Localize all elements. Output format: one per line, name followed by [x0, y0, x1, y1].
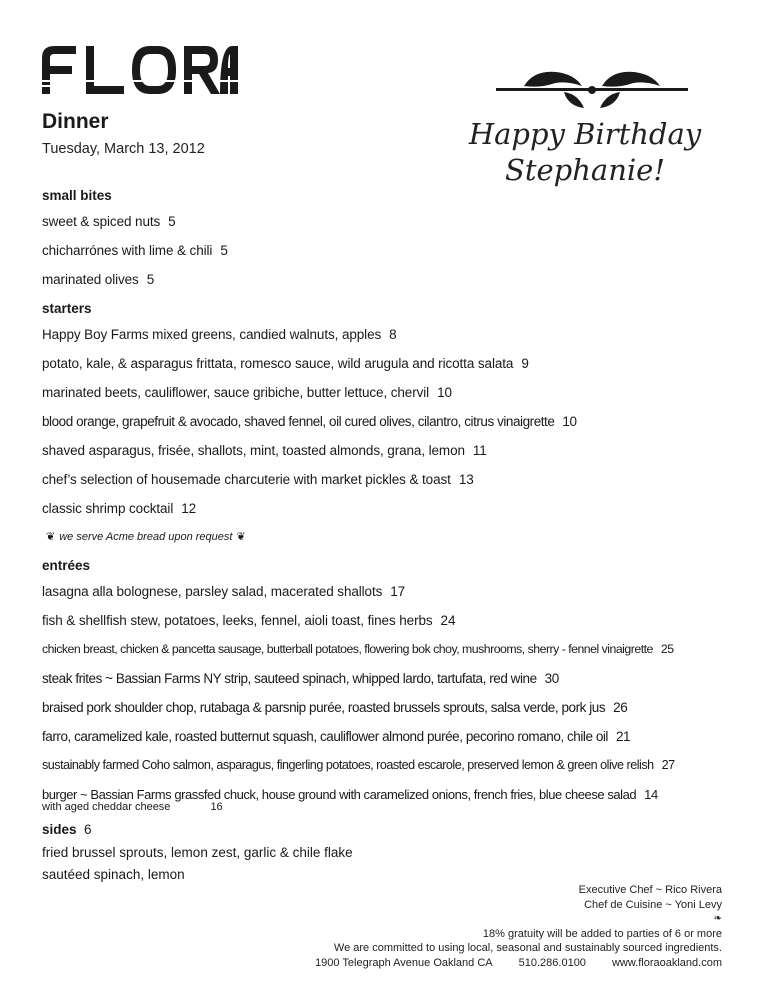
leaf-icon: ❦ — [46, 531, 56, 543]
leaf-divider-icon: ❧ — [713, 913, 722, 924]
sourcing-note: We are committed to using local, seasonal and sustainably sourced ingredients. — [333, 942, 722, 954]
menu-item: chicharrónes with lime & chili 5 — [42, 243, 228, 258]
menu-item: Happy Boy Farms mixed greens, candied walnuts, apples 8 — [42, 327, 397, 342]
contact-line — [315, 956, 722, 971]
menu-footer — [315, 883, 722, 970]
entrees-heading: entrées — [42, 558, 91, 573]
address: 1900 Telegraph Avenue Oakland CA — [315, 956, 493, 969]
chef-de-cuisine: Chef de Cuisine ~ Yoni Levy — [584, 898, 722, 911]
bread-note: ❦ we serve Acme bread upon request ❦ — [46, 531, 246, 543]
menu-item: burger ~ Bassian Farms grassfed chuck, house ground with caramelized onions, french fries, blue cheese salad 14 — [42, 787, 658, 802]
menu-item: steak frites ~ Bassian Farms NY strip, sauteed spinach, whipped lardo, tartufata, red wine 30 — [42, 671, 559, 686]
menu-body — [42, 181, 742, 886]
menu-item: sweet & spiced nuts 5 — [42, 214, 176, 229]
starters-heading: starters — [42, 301, 92, 316]
menu-item: classic shrimp cocktail 12 — [42, 501, 197, 516]
website-link[interactable]: www.floraoakland.com — [611, 956, 722, 969]
leaf-ornament-icon — [494, 70, 690, 110]
birthday-line-1: Happy Birthday — [468, 117, 702, 151]
menu-item: chef’s selection of housemade charcuterie with market pickles & toast 13 — [42, 472, 474, 487]
burger-addon: with aged cheddar cheese 16 — [42, 801, 223, 813]
menu-item: sustainably farmed Coho salmon, asparagus, fingerling potatoes, roasted escarole, preserved lemon & green olive relish 27 — [42, 758, 675, 772]
menu-item: farro, caramelized kale, roasted butternut squash, cauliflower almond purée, pecorino romano, chile oil 21 — [42, 729, 631, 744]
menu-item: lasagna alla bolognese, parsley salad, macerated shallots 17 — [42, 584, 406, 599]
birthday-message — [440, 116, 730, 188]
menu-item: chicken breast, chicken & pancetta sausage, butterball potatoes, flowering bok choy, mushrooms, sherry - fennel vinaigrette 25 — [42, 642, 674, 656]
menu-item: blood orange, grapefruit & avocado, shaved fennel, oil cured olives, cilantro, citrus vinaigrette 10 — [42, 414, 577, 429]
birthday-line-2: Stephanie! — [505, 153, 665, 187]
gratuity-note: 18% gratuity will be added to parties of 6 or more — [482, 927, 722, 940]
flora-logo — [42, 44, 238, 94]
menu-item: braised pork shoulder chop, rutabaga & parsnip purée, roasted brussels sprouts, salsa verde, pork jus 26 — [42, 700, 628, 715]
side-item: sautéed spinach, lemon — [42, 867, 185, 882]
menu-date: Tuesday, March 13, 2012 — [42, 141, 205, 157]
executive-chef: Executive Chef ~ Rico Rivera — [578, 884, 722, 896]
phone: 510.286.0100 — [518, 956, 586, 969]
menu-title: Dinner — [42, 110, 109, 133]
menu-item: potato, kale, & asparagus frittata, romesco sauce, wild arugula and ricotta salata 9 — [42, 356, 529, 371]
leaf-icon: ❦ — [236, 531, 246, 543]
small-bites-heading: small bites — [42, 188, 112, 203]
sides-heading: sides 6 — [42, 822, 92, 837]
menu-item: marinated beets, cauliflower, sauce gribiche, butter lettuce, chervil 10 — [42, 385, 452, 400]
menu-item: shaved asparagus, frisée, shallots, mint, toasted almonds, grana, lemon 11 — [42, 443, 487, 458]
menu-item: marinated olives 5 — [42, 272, 155, 287]
menu-item: fish & shellfish stew, potatoes, leeks, fennel, aioli toast, fines herbs 24 — [42, 613, 456, 628]
side-item: fried brussel sprouts, lemon zest, garlic & chile flake — [42, 845, 353, 860]
